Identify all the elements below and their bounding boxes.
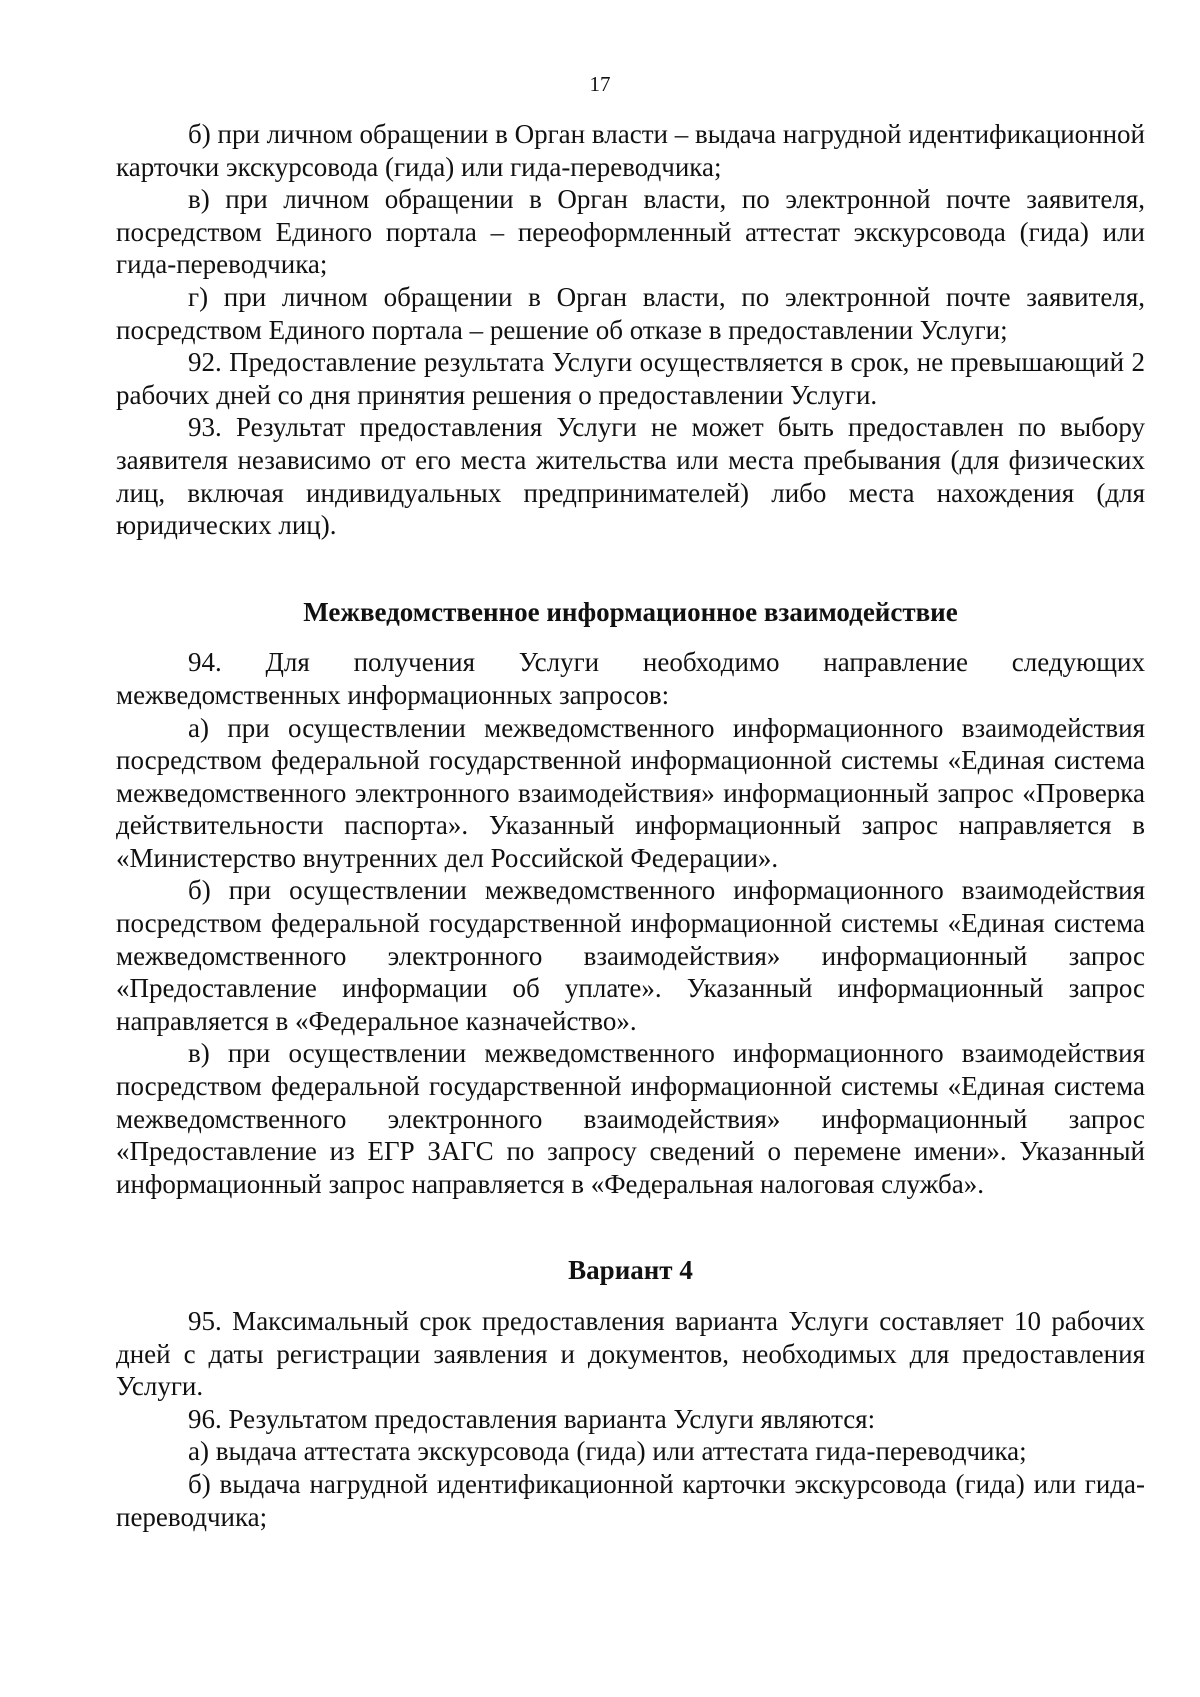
- paragraph-94-a: а) при осуществлении межведомственного информационного взаимодействия посредством федеральной государственной информационной системы «Единая система межведомственного электронного взаимодействия» информационный запрос «Проверка действительности паспорта». Указанный информационный запрос направляется в «Министерство внутренних дел Российской Федерации».: [116, 712, 1145, 873]
- paragraph-96-a: а) выдача аттестата экскурсовода (гида) или аттестата гида-переводчика;: [188, 1436, 1027, 1467]
- paragraph-95: 95. Максимальный срок предоставления варианта Услуги составляет 10 рабочих дней с даты регистрации заявления и документов, необходимых для предоставления Услуги.: [116, 1306, 1145, 1402]
- paragraph-b-badge: б) при личном обращении в Орган власти – выдача нагрудной идентификационной карточки экскурсовода (гида) или гида-переводчика;: [116, 119, 1145, 182]
- spacer: [116, 628, 1145, 646]
- document-body: [116, 118, 1145, 1533]
- paragraph-96-b: б) выдача нагрудной идентификационной карточки экскурсовода (гида) или гида-переводчика;: [116, 1468, 1145, 1532]
- paragraph-92: 92. Предоставление результата Услуги осуществляется в срок, не превышающий 2 рабочих дней со дня принятия решения о предоставлении Услуги.: [116, 347, 1145, 410]
- paragraph-g-refusal: г) при личном обращении в Орган власти, по электронной почте заявителя, посредством Единого портала – решение об отказе в предоставлении Услуги;: [116, 281, 1145, 345]
- paragraph-94-v: в) при осуществлении межведомственного информационного взаимодействия посредством федеральной государственной информационной системы «Единая система межведомственного электронного взаимодействия» информационный запрос «Предоставление из ЕГР ЗАГС по запросу сведений о перемене имени». Указанный информационный запрос направляется в «Федеральная налоговая служба».: [116, 1038, 1145, 1199]
- paragraph-93: 93. Результат предоставления Услуги не может быть предоставлен по выбору заявителя независимо от его места жительства или места пребывания (для физических лиц, включая индивидуальных предпринимателей) либо места нахождения (для юридических лиц).: [116, 412, 1145, 541]
- paragraph-94-b: б) при осуществлении межведомственного информационного взаимодействия посредством федеральной государственной информационной системы «Единая система межведомственного электронного взаимодействия» информационный запрос «Предоставление информации об уплате». Указанный информационный запрос направляется в «Федеральное казначейство».: [116, 875, 1145, 1036]
- spacer: [116, 542, 1145, 596]
- spacer: [116, 1287, 1145, 1305]
- section-heading-interagency: Межведомственное информационное взаимодействие: [303, 596, 958, 627]
- section-heading-variant-4: Вариант 4: [568, 1255, 693, 1286]
- spacer: [116, 1200, 1145, 1254]
- paragraph-94: 94. Для получения Услуги необходимо направление следующих межведомственных информационных запросов:: [116, 647, 1145, 710]
- paragraph-96: 96. Результатом предоставления варианта Услуги являются:: [188, 1403, 876, 1434]
- page-number: 17: [589, 72, 611, 96]
- paragraph-v-reissued-certificate: в) при личном обращении в Орган власти, по электронной почте заявителя, посредством Единого портала – переоформленный аттестат экскурсовода (гида) или гида-переводчика;: [116, 184, 1145, 280]
